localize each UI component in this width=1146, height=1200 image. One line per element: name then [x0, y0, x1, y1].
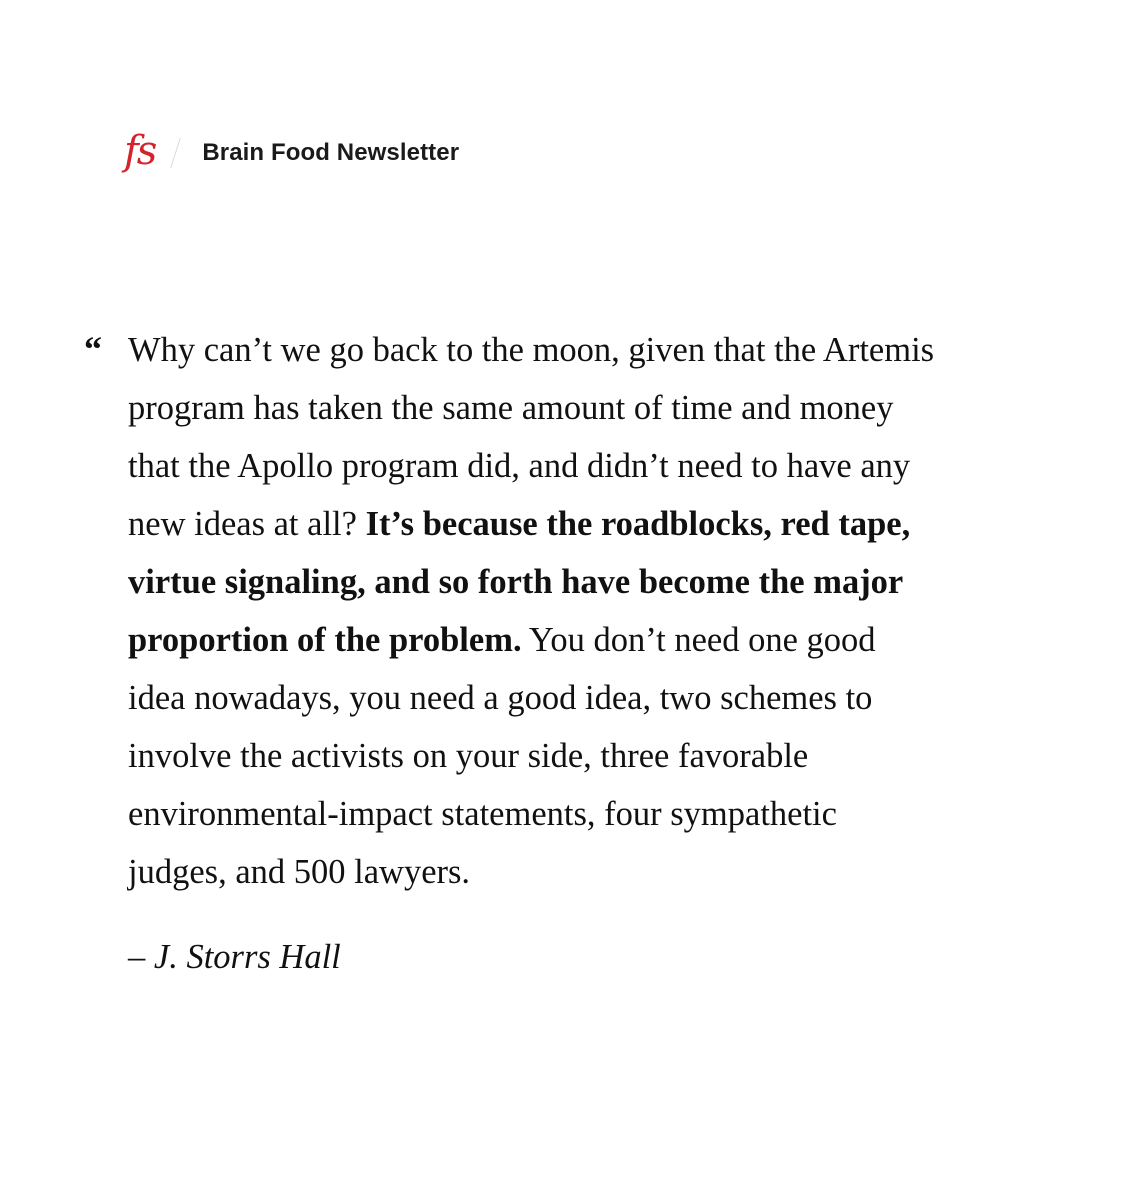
quote-attribution: – J. Storrs Hall [128, 938, 341, 976]
quote-line [128, 611, 1028, 669]
fs-logo[interactable]: fs [124, 128, 156, 174]
quote-line [128, 727, 1028, 785]
quote-block [84, 321, 1028, 901]
newsletter-title[interactable]: Brain Food Newsletter [202, 139, 460, 166]
quote-run: You don’t need one good [521, 621, 876, 659]
header [124, 128, 459, 178]
open-quote-mark: “ [84, 329, 102, 369]
quote-line [128, 495, 1028, 553]
quote-line [128, 553, 1028, 611]
quote-line [128, 321, 1028, 379]
quote-text [128, 321, 1028, 901]
quote-emphasis: It’s because the roadblocks, red tape, [365, 505, 911, 543]
quote-run: judges, and 500 lawyers. [128, 853, 471, 891]
quote-run: involve the activists on your side, three favorable [128, 737, 809, 775]
quote-run: that the Apollo program did, and didn’t need to have any [128, 447, 911, 485]
quote-run: idea nowadays, you need a good idea, two schemes to [128, 679, 873, 717]
quote-run: Why can’t we go back to the moon, given that the Artemis [128, 331, 935, 369]
quote-line [128, 379, 1028, 437]
quote-emphasis: proportion of the problem. [128, 621, 522, 659]
quote-line [128, 843, 1028, 901]
quote-run: environmental-impact statements, four sympathetic [128, 795, 837, 833]
quote-emphasis: virtue signaling, and so forth have become the major [128, 563, 904, 601]
quote-line [128, 785, 1028, 843]
header-divider [170, 138, 181, 168]
quote-run: new ideas at all? [128, 505, 366, 543]
quote-run: program has taken the same amount of time and money [128, 389, 894, 427]
quote-line [128, 669, 1028, 727]
quote-line [128, 437, 1028, 495]
